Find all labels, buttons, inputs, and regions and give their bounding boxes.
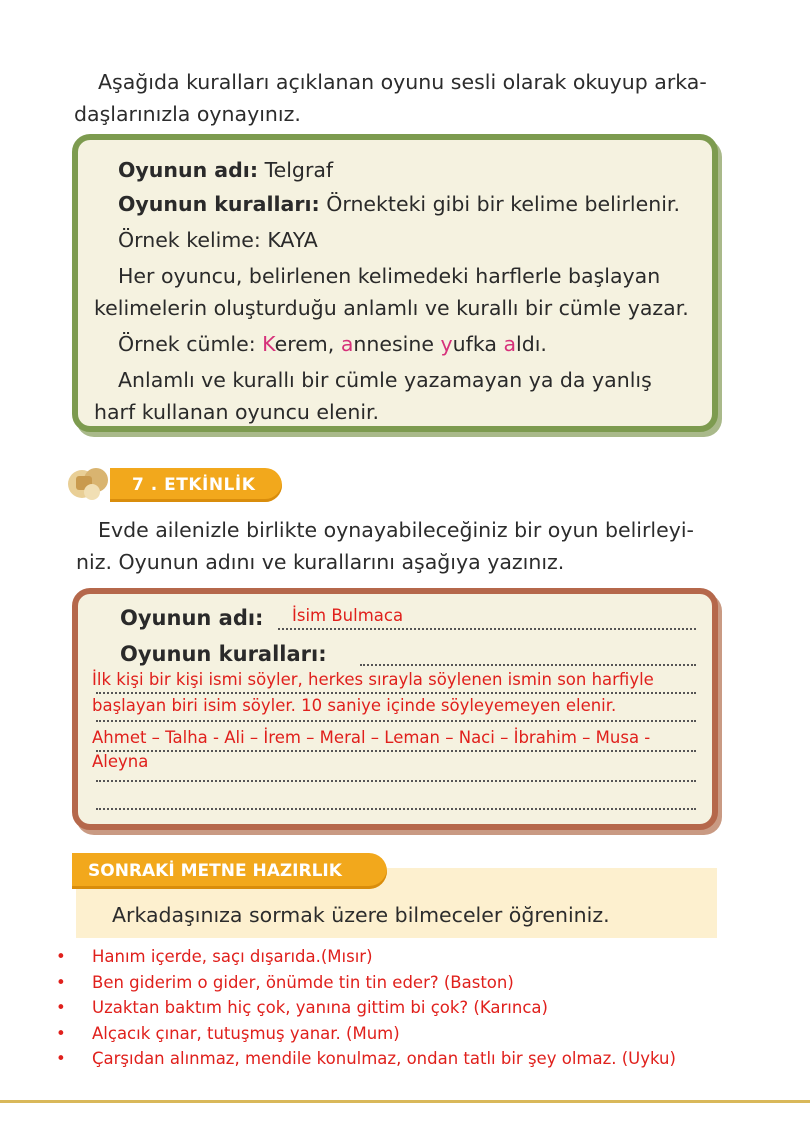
name-answer: İsim Bulmaca [292, 606, 404, 625]
bullet: • [56, 1049, 66, 1068]
bullet: • [56, 1023, 66, 1043]
list-item: • Alçacık çınar, tutuşmuş yanar. (Mum) [56, 1021, 776, 1047]
rules-answer-line-2: başlayan biri isim söyler. 10 saniye içinde söyleyemeyen elenir. [92, 696, 617, 715]
game-rules-label: Oyunun kuralları: [118, 192, 320, 216]
footer-divider [0, 1100, 810, 1103]
prep-instruction: Arkadaşınıza sormak üzere bilmeceler öğreniniz. [112, 903, 610, 927]
riddle-list [56, 944, 776, 1072]
intro-line-2: daşlarınızla oynayınız. [74, 102, 301, 126]
desc-line-2: kelimelerin oluşturduğu anlamlı ve kurallı bir cümle yazar. [94, 296, 689, 320]
dotted-line[interactable] [96, 808, 696, 810]
game-name-row [118, 158, 333, 182]
highlight-letter: a [503, 332, 517, 356]
list-item: • Uzaktan baktım hiç çok, yanına gittim bi çok? (Karınca) [56, 995, 776, 1021]
prep-tag-label: SONRAKİ METNE HAZIRLIK [88, 861, 342, 881]
list-item: • Hanım içerde, saçı dışarıda.(Mısır) [56, 944, 776, 970]
answer-name-label: Oyunun adı: [120, 606, 264, 630]
rules-answer-line-3: Ahmet – Talha - Ali – İrem – Meral – Leman – Naci – İbrahim – Musa - [92, 728, 651, 747]
game-name-value: Telgraf [264, 158, 334, 182]
sentence-part: erem, [274, 332, 341, 356]
activity-badge [110, 468, 282, 502]
dotted-line[interactable] [96, 780, 696, 782]
rules-answer-line-4: Aleyna [92, 752, 149, 771]
sentence-part: ufka [452, 332, 504, 356]
bullet: • [56, 947, 66, 966]
bullet: • [56, 998, 66, 1017]
activity-line-2: niz. Oyunun adını ve kurallarını aşağıya yazınız. [76, 550, 565, 574]
game-rules-row [118, 192, 680, 216]
activity-line-1: Evde ailenizle birlikte oynayabileceğiniz bir oyun belirleyi- [98, 518, 694, 542]
intro-line-1: Aşağıda kuralları açıklanan oyunu sesli olarak okuyup arka- [98, 70, 707, 94]
game-rules-box [72, 134, 718, 432]
highlight-letter: y [440, 332, 453, 356]
end-line-1: Anlamlı ve kurallı bir cümle yazamayan ya da yanlış [118, 368, 652, 392]
dotted-line[interactable] [96, 750, 696, 752]
answer-rules-label: Oyunun kuralları: [120, 642, 327, 666]
rules-answer-line-1: İlk kişi bir kişi ismi söyler, herkes sırayla söylenen ismin son harfiyle [92, 670, 654, 689]
bullet: • [56, 972, 66, 992]
desc-line-1: Her oyuncu, belirlenen kelimedeki harflerle başlayan [118, 264, 661, 288]
rules-dotted-line[interactable] [360, 664, 696, 666]
activity-badge-label: 7 . ETKİNLİK [132, 475, 256, 495]
highlight-letter: a [340, 332, 354, 356]
highlight-letter: K [262, 332, 275, 356]
activity-paragraph [76, 514, 726, 578]
game-rules-value: Örnekteki gibi bir kelime belirlenir. [326, 192, 680, 216]
end-line-2: harf kullanan oyuncu elenir. [94, 400, 380, 424]
answer-box [72, 588, 718, 830]
intro-paragraph [74, 66, 724, 130]
game-name-label: Oyunun adı: [118, 158, 259, 182]
example-sentence-label: Örnek cümle: [118, 332, 263, 356]
prep-tag [72, 853, 387, 889]
sentence-part: ldı. [516, 332, 547, 356]
dotted-line[interactable] [96, 692, 696, 694]
dotted-line[interactable] [96, 720, 696, 722]
example-sentence [118, 332, 547, 356]
example-word: Örnek kelime: KAYA [118, 228, 318, 252]
list-item: • Çarşıdan alınmaz, mendile konulmaz, ondan tatlı bir şey olmaz. (Uyku) [56, 1046, 776, 1072]
list-item: • Ben giderim o gider, önümde tin tin eder? (Baston) [56, 970, 776, 996]
name-dotted-line[interactable] [278, 628, 696, 630]
sentence-part: nnesine [353, 332, 441, 356]
